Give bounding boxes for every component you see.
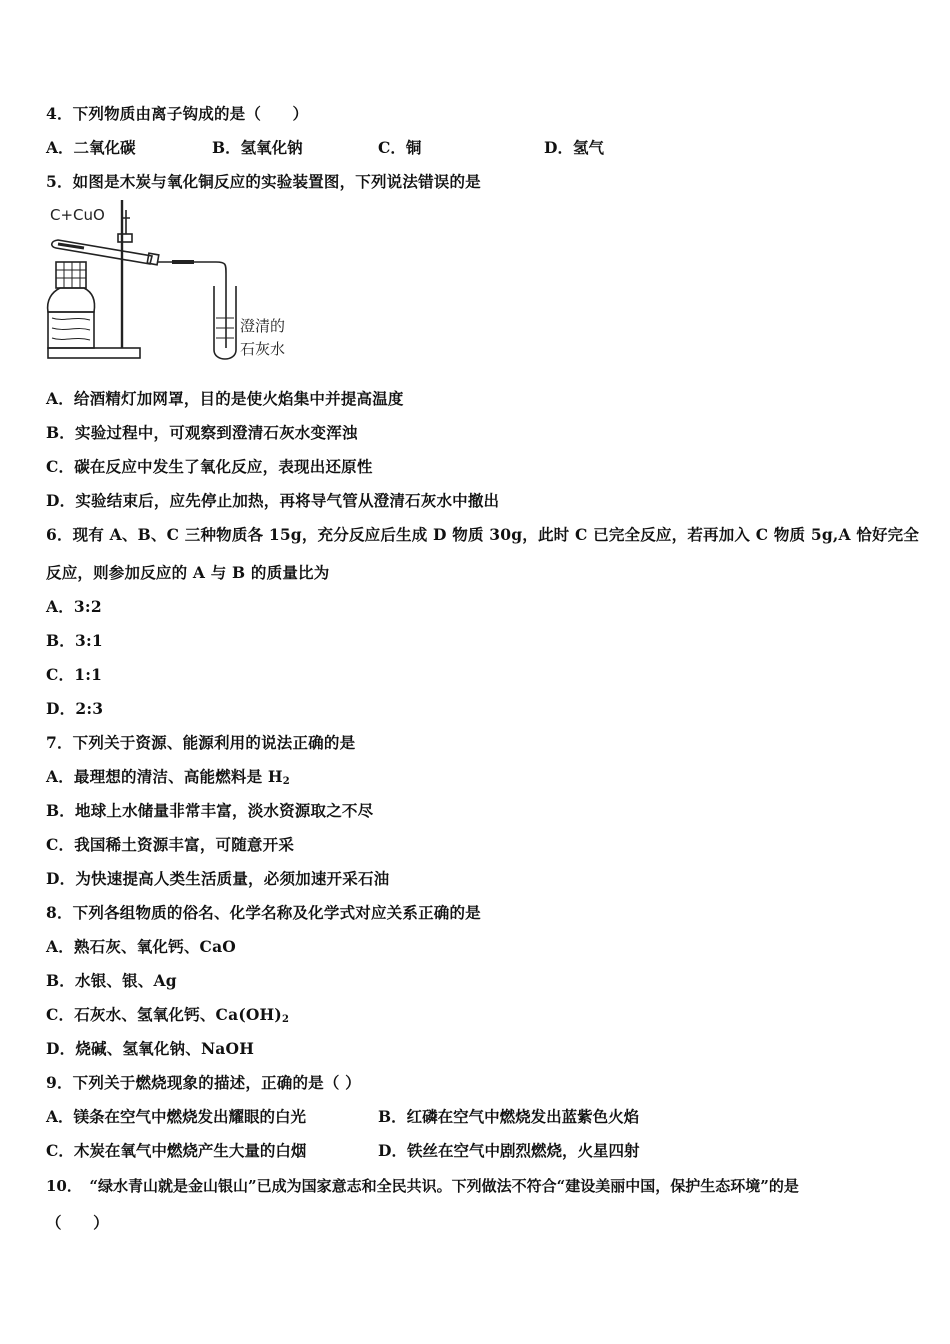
limewater-label-2: 石灰水	[240, 340, 286, 358]
test-tube-powder	[58, 244, 84, 248]
stand-base	[48, 348, 140, 358]
q7-option-d: D．为快速提高人类生活质量，必须加速开采石油	[46, 869, 390, 888]
q8-stem: 8．下列各组物质的俗名、化学名称及化学式对应关系正确的是	[46, 903, 481, 922]
wood-grain	[52, 318, 90, 340]
q8-option-c-text: C．石灰水、氢氧化钙、Ca(OH)	[46, 1005, 282, 1024]
q9-option-a: A．镁条在空气中燃烧发出耀眼的白光	[46, 1107, 307, 1126]
q6-option-d: D．2:3	[46, 699, 104, 718]
apparatus-drawing	[44, 198, 314, 366]
q5-stem: 5．如图是木炭与氧化铜反应的实验装置图，下列说法错误的是	[46, 172, 481, 191]
q7-option-a-subscript: 2	[282, 776, 290, 787]
q8-option-c	[46, 1003, 289, 1025]
limewater-liquid	[216, 318, 234, 338]
q9-option-d: D．铁丝在空气中剧烈燃烧，火星四射	[378, 1141, 640, 1160]
q8-option-b: B．水银、银、Ag	[46, 971, 177, 990]
alcohol-lamp	[48, 288, 95, 312]
q6-option-b: B．3:1	[46, 631, 103, 650]
q5-option-c: C．碳在反应中发生了氧化反应，表现出还原性	[46, 457, 373, 476]
q5-option-d: D．实验结束后，应先停止加热，再将导气管从澄清石灰水中撤出	[46, 491, 500, 510]
q4-option-b: B．氢氧化钠	[212, 138, 303, 157]
q10-stem-line1: 10． “绿水青山就是金山银山”已成为国家意志和全民共识。下列做法不符合“建设美丽中国，保护生态环境”的是	[46, 1177, 799, 1195]
mesh-cover	[56, 262, 86, 288]
q7-option-c: C．我国稀土资源丰富，可随意开采	[46, 835, 295, 854]
q9-option-b: B．红磷在空气中燃烧发出蓝紫色火焰	[378, 1107, 640, 1126]
limewater-label-1: 澄清的	[240, 317, 286, 335]
q9-option-c: C．木炭在氧气中燃烧产生大量的白烟	[46, 1141, 307, 1160]
q7-option-a-text: A．最理想的清洁、高能燃料是 H	[46, 767, 283, 786]
q4-stem: 4．下列物质由离子钩成的是（ ）	[46, 104, 309, 123]
q6-stem-line2: 反应，则参加反应的 A 与 B 的质量比为	[46, 563, 330, 582]
clamp	[118, 234, 132, 242]
q5-option-b: B．实验过程中，可观察到澄清石灰水变浑浊	[46, 423, 358, 442]
q7-option-a	[46, 765, 290, 787]
q4-option-a: A．二氧化碳	[46, 138, 136, 157]
q4-option-c: C．铜	[378, 138, 422, 157]
q6-option-c: C．1:1	[46, 665, 103, 684]
q7-option-b: B．地球上水储量非常丰富，淡水资源取之不尽	[46, 801, 374, 820]
mesh-lines	[56, 262, 86, 288]
q8-option-a: A．熟石灰、氧化钙、CaO	[46, 937, 237, 956]
q6-option-a: A．3:2	[46, 597, 102, 616]
reactant-label: C+CuO	[50, 206, 105, 224]
wood-block	[48, 312, 94, 348]
limewater-tube	[214, 286, 236, 359]
q7-stem: 7．下列关于资源、能源利用的说法正确的是	[46, 733, 356, 752]
stopper	[147, 253, 159, 265]
reaction-test-tube	[52, 240, 152, 264]
q8-option-c-subscript: 2	[281, 1014, 290, 1025]
q4-option-d: D．氢气	[544, 138, 604, 157]
delivery-tube	[158, 262, 226, 348]
q6-stem-line1: 6．现有 A、B、C 三种物质各 15g，充分反应后生成 D 物质 30g，此时 C 已完全反应，若再加入 C 物质 5g,A 恰好完全	[46, 525, 920, 544]
q9-stem: 9．下列关于燃烧现象的描述，正确的是（ ）	[46, 1073, 361, 1092]
q8-option-d: D．烧碱、氢氧化钠、NaOH	[46, 1039, 255, 1058]
apparatus-figure	[44, 198, 314, 366]
q10-stem-line2: （ ）	[46, 1213, 109, 1232]
q5-option-a: A．给酒精灯加网罩，目的是使火焰集中并提高温度	[46, 389, 404, 408]
